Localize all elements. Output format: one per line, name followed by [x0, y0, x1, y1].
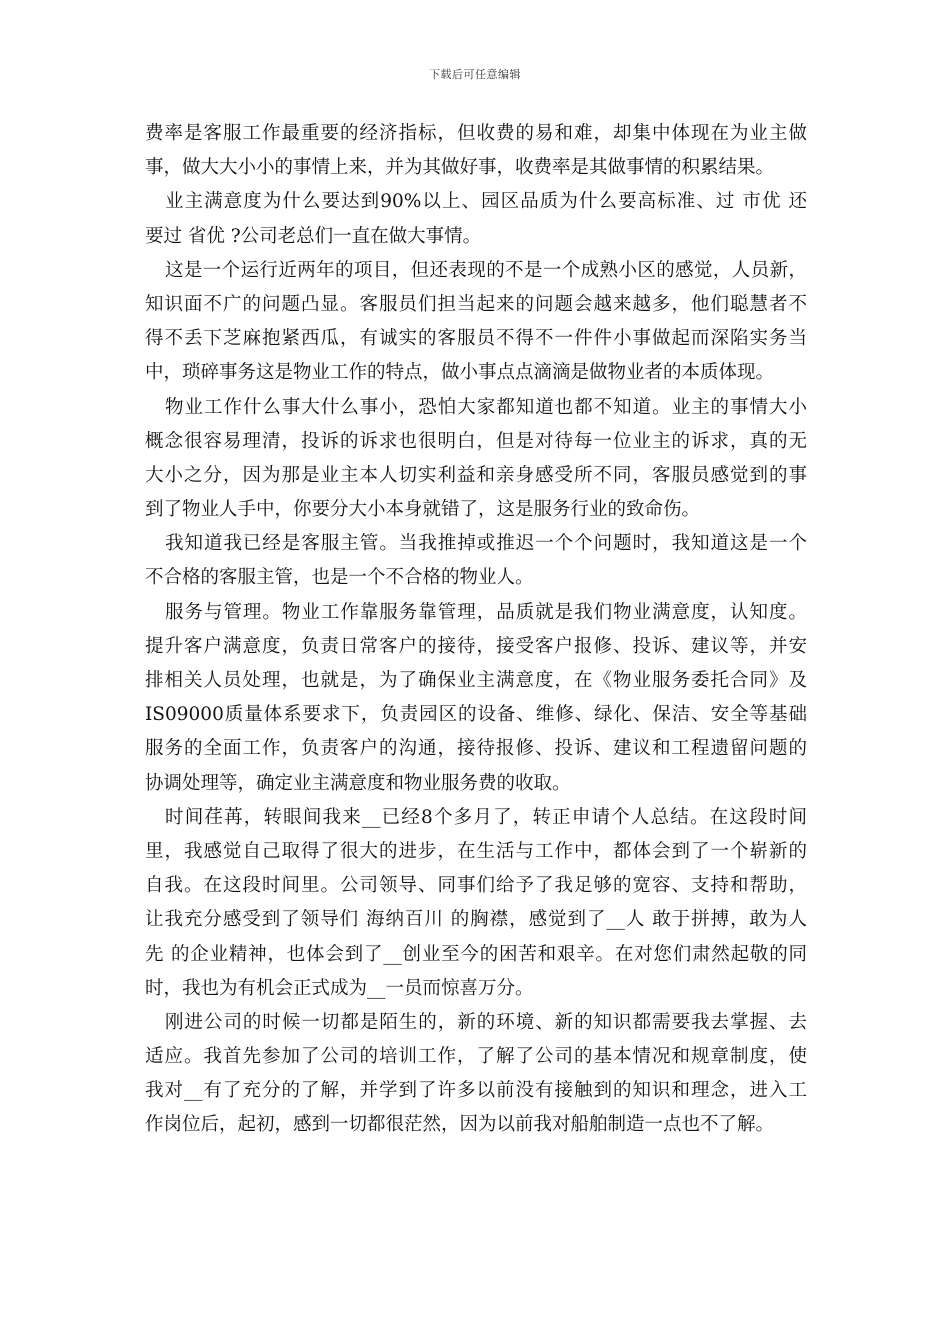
text-line: 到了物业人手中，你要分大小本身就错了，这是服务行业的致命伤。 [145, 499, 701, 521]
text-line: 时间荏苒，转眼间我来__已经8个多月了，转正申请个人总结。在这段时间 [165, 806, 807, 828]
page-header: 下载后可任意编辑 [429, 68, 521, 81]
text-line: 我对__有了充分的了解，并学到了许多以前没有接触到的知识和理念，进入工 [145, 1080, 807, 1102]
text-line: IS09000质量体系要求下，负责园区的设备、维修、绿化、保洁、安全等基础 [145, 704, 807, 726]
text-line: 费率是客服工作最重要的经济指标，但收费的易和难，却集中体现在为业主做 [145, 123, 807, 144]
text-line: 概念很容易理清，投诉的诉求也很明白，但是对待每一位业主的诉求，真的无 [145, 430, 807, 452]
text-line: 不合格的客服主管，也是一个不合格的物业人。 [145, 567, 534, 589]
text-line: 服务与管理。物业工作靠服务靠管理，品质就是我们物业满意度，认知度。 [165, 601, 807, 623]
text-line: 中，琐碎事务这是物业工作的特点，做小事点点滴滴是做物业者的本质体现。 [145, 362, 775, 384]
text-line: 得不丢下芝麻抱紧西瓜，有诚实的客服员不得不一件件小事做起而深陷实务当 [145, 328, 807, 350]
text-line: 让我充分感受到了领导们 海纳百川 的胸襟，感觉到了__人 敢于拼搏，敢为人 [145, 909, 807, 931]
text-line: 我知道我已经是客服主管。当我推掉或推迟一个个问题时，我知道这是一个 [165, 533, 807, 555]
text-line: 排相关人员处理，也就是，为了确保业主满意度，在《物业服务委托合同》及 [145, 670, 807, 691]
text-line: 时，我也为有机会正式成为__一员而惊喜万分。 [145, 977, 534, 999]
text-line: 提升客户满意度，负责日常客户的接待，接受客户报修、投诉、建议等，并安 [145, 635, 807, 657]
text-line: 物业工作什么事大什么事小，恐怕大家都知道也都不知道。业主的事情大小 [165, 396, 807, 418]
text-line: 业主满意度为什么要达到90%以上、园区品质为什么要高标准、过 市优 还 [165, 191, 807, 213]
text-line: 自我。在这段时间里。公司领导、同事们给予了我足够的宽容、支持和帮助， [145, 875, 807, 897]
text-line: 先 的企业精神，也体会到了__创业至今的困苦和艰辛。在对您们肃然起敬的同 [145, 943, 807, 965]
text-line: 这是一个运行近两年的项目，但还表现的不是一个成熟小区的感觉，人员新， [165, 259, 807, 281]
text-line: 适应。我首先参加了公司的培训工作，了解了公司的基本情况和规章制度，使 [145, 1046, 807, 1068]
text-line: 知识面不广的问题凸显。客服员们担当起来的问题会越来越多，他们聪慧者不 [145, 293, 807, 315]
text-line: 协调处理等，确定业主满意度和物业服务费的收取。 [145, 772, 571, 794]
document-body [145, 117, 807, 1143]
text-line: 服务的全面工作，负责客户的沟通，接待报修、投诉、建议和工程遗留问题的 [145, 738, 807, 760]
text-line: 要过 省优 ?公司老总们一直在做大事情。 [145, 225, 482, 247]
text-line: 大小之分，因为那是业主本人切实利益和亲身感受所不同，客服员感觉到的事 [145, 464, 807, 486]
text-line: 里，我感觉自己取得了很大的进步，在生活与工作中，都体会到了一个崭新的 [145, 840, 807, 862]
text-line: 刚进公司的时候一切都是陌生的，新的环境、新的知识都需要我去掌握、去 [165, 1011, 807, 1033]
text-line: 作岗位后，起初，感到一切都很茫然，因为以前我对船舶制造一点也不了解。 [145, 1114, 775, 1136]
text-line: 事，做大大小小的事情上来，并为其做好事，收费率是其做事情的积累结果。 [145, 157, 775, 179]
